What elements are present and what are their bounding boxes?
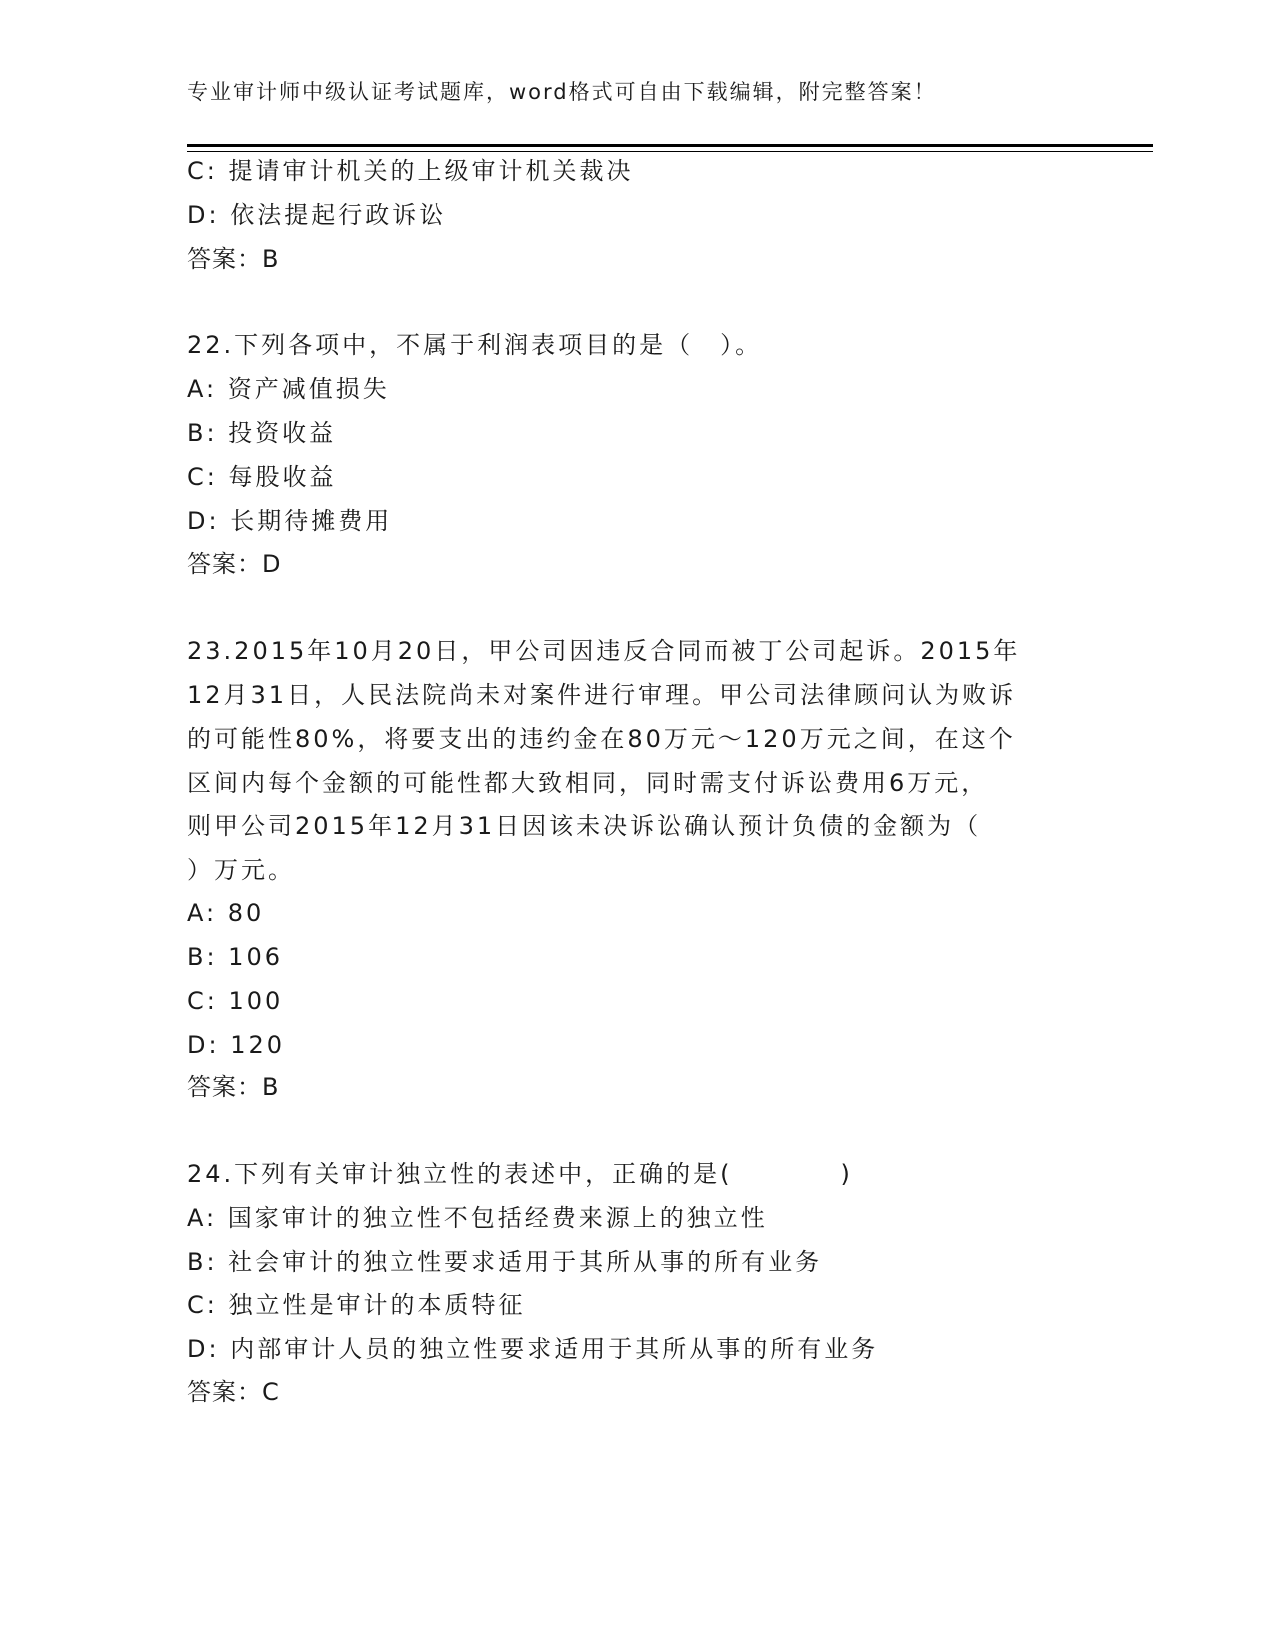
q23-option-d: D: 120 <box>187 1031 286 1059</box>
header-rule-thin <box>187 151 1153 152</box>
q23-answer: 答案：B <box>187 1073 280 1101</box>
q23-option-b: B: 106 <box>187 943 283 971</box>
header-text: 专业审计师中级认证考试题库，word格式可自由下载编辑，附完整答案！ <box>187 80 937 104</box>
q23-stem-line: 12月31日，人民法院尚未对案件进行审理。甲公司法律顾问认为败诉 <box>187 681 1017 709</box>
q23-stem-line: 23.2015年10月20日，甲公司因违反合同而被丁公司起诉。2015年 <box>187 637 1021 665</box>
q21-option-c: C: 提请审计机关的上级审计机关裁决 <box>187 157 634 185</box>
q24-answer: 答案：C <box>187 1378 280 1406</box>
q22-option-c: C: 每股收益 <box>187 463 337 491</box>
q24-stem: 24.下列有关审计独立性的表述中，正确的是( ) <box>187 1160 853 1188</box>
q24-option-c: C: 独立性是审计的本质特征 <box>187 1291 526 1319</box>
q22-option-d: D: 长期待摊费用 <box>187 507 393 535</box>
q21-answer: 答案：B <box>187 245 280 273</box>
q22-stem: 22.下列各项中，不属于利润表项目的是（ ）。 <box>187 331 763 359</box>
q23-stem-line: 则甲公司2015年12月31日因该未决诉讼确认预计负债的金额为（ <box>187 812 982 840</box>
q23-option-c: C: 100 <box>187 987 284 1015</box>
q22-answer: 答案：D <box>187 550 282 578</box>
q23-option-a: A: 80 <box>187 899 265 927</box>
q23-stem-line: 区间内每个金额的可能性都大致相同，同时需支付诉讼费用6万元， <box>187 769 989 797</box>
q21-option-d: D: 依法提起行政诉讼 <box>187 201 447 229</box>
q23-stem-line: ）万元。 <box>187 856 295 884</box>
q23-stem-line: 的可能性80%，将要支出的违约金在80万元～120万元之间，在这个 <box>187 725 1016 753</box>
q22-option-b: B: 投资收益 <box>187 419 337 447</box>
q24-option-a: A: 国家审计的独立性不包括经费来源上的独立性 <box>187 1204 768 1232</box>
q22-option-a: A: 资产减值损失 <box>187 375 390 403</box>
q24-option-b: B: 社会审计的独立性要求适用于其所从事的所有业务 <box>187 1248 823 1276</box>
q24-option-d: D: 内部审计人员的独立性要求适用于其所从事的所有业务 <box>187 1335 879 1363</box>
header-rule-thick <box>187 144 1153 147</box>
